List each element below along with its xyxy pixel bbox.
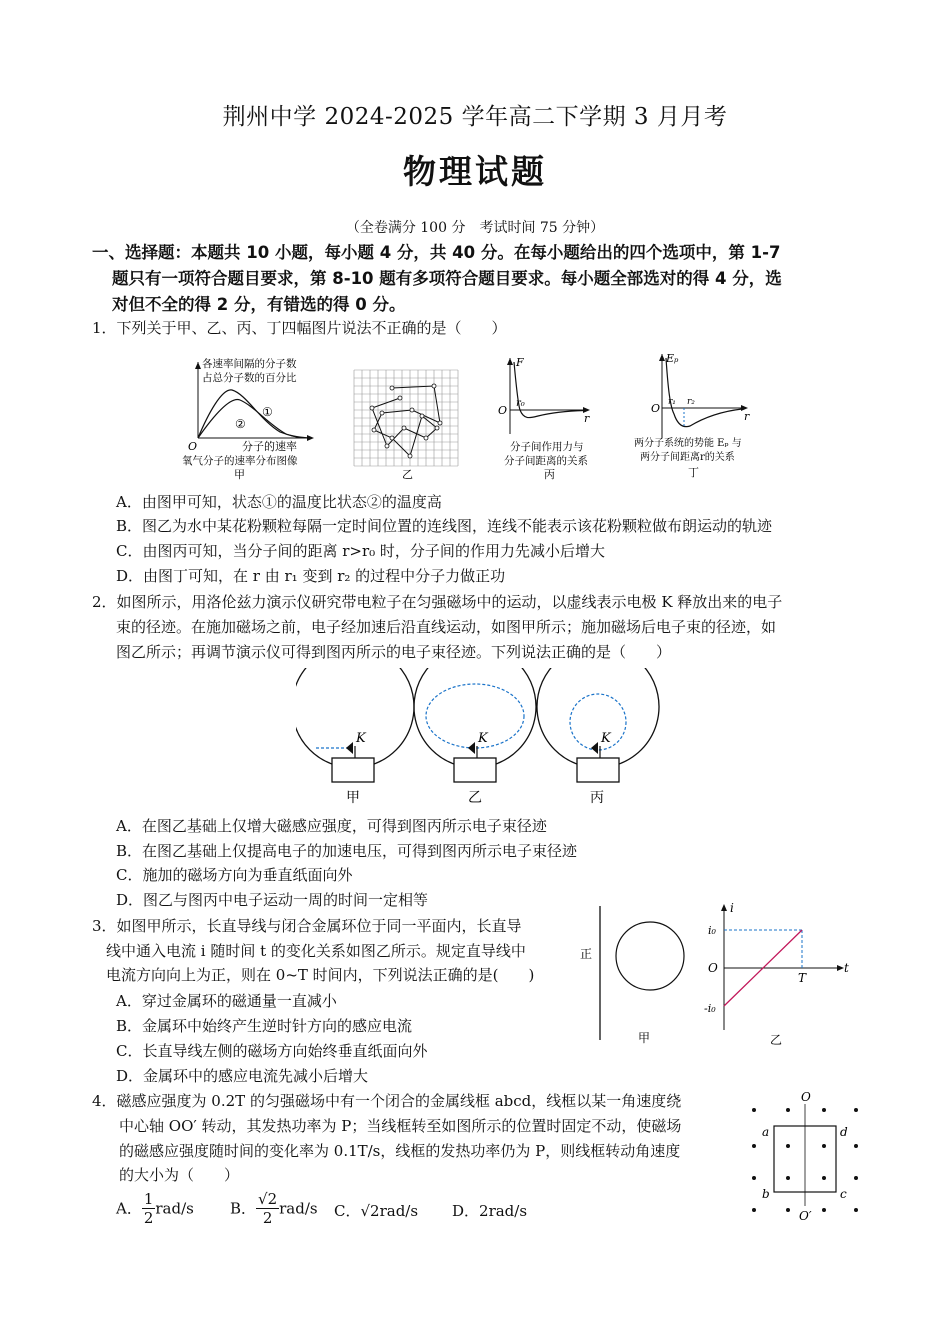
jia-caption: 氧气分子的速率分布图像: [182, 455, 298, 467]
q4-line-1: 4．磁感应强度为 0.2T 的匀强磁场中有一个闭合的金属线框 abcd，线框以某一角速度绕: [92, 1092, 682, 1110]
q3-zheng-label: 正: [580, 947, 593, 961]
ding-origin: O: [651, 402, 661, 415]
q1-option-a: A．由图甲可知，状态①的温度比状态②的温度高: [116, 493, 442, 511]
q3-ring: [616, 922, 684, 990]
q3-yi-name: 乙: [770, 1033, 783, 1047]
q2-k-bing: K: [601, 731, 611, 746]
q3-t-arrow: [837, 965, 844, 971]
q2-name-yi: 乙: [468, 790, 482, 806]
q2-figure-jia: [296, 668, 414, 806]
q2-figure: [296, 668, 666, 808]
bing-name: 丙: [544, 468, 555, 480]
q1-option-c: C．由图丙可知，当分子间的距离 r>r₀ 时，分子间的作用力先减小后增大: [116, 542, 605, 560]
q2-option-a: A．在图乙基础上仅增大磁感应强度，可得到图丙所示电子束径迹: [116, 817, 547, 835]
bing-y-arrow: [507, 358, 513, 365]
q3-i-arrow: [721, 904, 727, 911]
jia-label-2: ②: [235, 417, 246, 431]
q4-option-c: C．√2rad/s: [334, 1202, 419, 1220]
q1-figure-jia: [180, 354, 320, 480]
bing-origin: O: [498, 404, 508, 417]
q3-line-1: 3．如图甲所示，长直导线与闭合金属环位于同一平面内，长直导: [92, 917, 522, 935]
q4-line-3: 的磁感应强度随时间的变化率为 0.1T/s，线框的发热功率仍为 P，则线框转动角速度: [119, 1142, 681, 1160]
q2-option-b: B．在图乙基础上仅提高电子的加速电压，可得到图丙所示电子束径迹: [116, 842, 578, 860]
jia-label-1: ①: [262, 405, 273, 419]
q1-figure-yi: [352, 368, 462, 480]
q3-figure-jia: [578, 900, 688, 1052]
q2-k-jia: K: [356, 731, 366, 746]
bing-f-label: F: [516, 356, 524, 369]
q2-option-c: C．施加的磁场方向为垂直纸面向外: [116, 866, 353, 884]
q4-corner-d: d: [840, 1125, 848, 1139]
ding-ep-label: Eₚ: [666, 352, 679, 365]
q3-figure-yi: [700, 900, 860, 1052]
q1-option-b: B．图乙为水中某花粉颗粒每隔一定时间位置的连线图，连线不能表示该花粉颗粒做布朗运动的轨迹: [116, 517, 773, 535]
ding-name: 丁: [688, 466, 699, 479]
q4-o-bottom: O′: [799, 1209, 812, 1223]
bing-caption-2: 分子间距离的关系: [504, 455, 588, 467]
exam-meta: （全卷满分 100 分 考试时间 75 分钟）: [345, 220, 605, 236]
q4-b-den: 2: [262, 1209, 273, 1227]
ding-caption-1: 两分子系统的势能 Eₚ 与: [634, 438, 742, 449]
q4-corner-b: b: [762, 1187, 770, 1201]
q2-k-yi: K: [478, 731, 488, 746]
yi-name: 乙: [402, 468, 413, 480]
bing-r0: r₀: [516, 398, 525, 409]
q2-name-bing: 丙: [590, 790, 604, 806]
q4-a-num: 1: [143, 1190, 154, 1208]
q4-option-d: D．2rad/s: [452, 1202, 528, 1220]
q4-corner-c: c: [840, 1187, 847, 1201]
q1-figure-ding: [632, 348, 762, 480]
yi-path: [372, 386, 440, 456]
section-line-3: 对但不全的得 2 分，有错选的得 0 分。: [112, 295, 406, 314]
q3-option-d: D．金属环中的感应电流先减小后增大: [116, 1067, 369, 1085]
q3-line-3: 电流方向向上为正，则在 0~T 时间内，下列说法正确的是( ): [106, 966, 535, 984]
bing-r: r: [584, 412, 590, 425]
q4-line-2: 中心轴 OO′ 转动，其发热功率为 P；当线框转至如图所示的位置时固定不动，使磁场: [119, 1117, 682, 1135]
q2-name-jia: 甲: [346, 790, 360, 806]
ding-r: r: [744, 410, 750, 423]
q3-line-2: 线中通入电流 i 随时间 t 的变化关系如图乙所示。规定直导线中: [106, 942, 526, 960]
ding-r1: r₁: [668, 397, 676, 407]
yi-points: [370, 384, 442, 458]
q4-option-a: A． $\frac{1}{2}$ rad/s: [116, 1190, 194, 1227]
q4-option-b: B． $\frac{√2}{2}$ rad/s: [230, 1190, 318, 1227]
section-line-1: 一、选择题：本题共 10 小题，每小题 4 分，共 40 分。在每小题给出的四个选项中，第 1-7: [92, 243, 781, 262]
q2-figure-yi: [414, 668, 536, 806]
q1-figure-bing: [494, 354, 604, 480]
q3-t-label: t: [844, 961, 849, 975]
subject-title: 物理试题: [403, 152, 547, 191]
q2-line-2: 束的径迹。在施加磁场之前，电子经加速后沿直线运动，如图甲所示；施加磁场后电子束的径迹，如: [116, 618, 777, 636]
q2-line-1: 2．如图所示，用洛伦兹力演示仪研究带电粒子在匀强磁场中的运动，以虚线表示电极 K 释放出来的电子: [92, 593, 783, 611]
exam-title: 荆州中学 2024-2025 学年高二下学期 3 月月考: [222, 104, 728, 130]
section-heading: [92, 240, 872, 318]
q2-option-d: D．图乙与图丙中电子运动一周的时间一定相等: [116, 891, 429, 909]
jia-ylabel-1: 各速率间隔的分子数: [202, 358, 297, 370]
q3-neg-i0-label: -i₀: [704, 1002, 716, 1015]
jia-curve-1: [198, 390, 308, 438]
q3-option-c: C．长直导线左侧的磁场方向始终垂直纸面向外: [116, 1042, 428, 1060]
q3-option-a: A．穿过金属环的磁通量一直减小: [116, 992, 337, 1010]
jia-ylabel-2: 占总分子数的百分比: [202, 372, 297, 384]
q4-figure: [744, 1088, 870, 1224]
q3-origin: O: [708, 961, 718, 975]
ding-r2: r₂: [687, 397, 695, 407]
q3-i-label: i: [730, 901, 734, 915]
q3-T-label: T: [798, 971, 807, 985]
q4-line-4: 的大小为（ ）: [119, 1166, 240, 1184]
q3-i0-label: i₀: [708, 924, 716, 937]
q4-corner-a: a: [762, 1125, 770, 1139]
ding-caption-2: 两分子间距离r的关系: [640, 452, 735, 463]
ding-curve: [666, 358, 742, 427]
ding-y-arrow: [659, 354, 665, 361]
bing-caption-1: 分子间作用力与: [510, 441, 584, 453]
q1-stem: 1．下列关于甲、乙、丙、丁四幅图片说法不正确的是（ ）: [92, 319, 507, 337]
jia-x-arrow: [307, 435, 314, 441]
q3-jia-name: 甲: [638, 1031, 651, 1045]
q2-line-3: 图乙所示；再调节演示仪可得到图丙所示的电子束径迹。下列说法正确的是（ ）: [116, 643, 672, 661]
jia-xlabel: 分子的速率: [242, 440, 297, 453]
jia-y-arrow: [195, 362, 201, 369]
q3-option-b: B．金属环中始终产生逆时针方向的感应电流: [116, 1017, 413, 1035]
q2-figure-bing: [537, 668, 659, 806]
jia-name: 甲: [234, 468, 245, 480]
q4-b-num: √2: [258, 1190, 278, 1208]
section-line-2: 题只有一项符合题目要求，第 8-10 题有多项符合题目要求。每小题全部选对的得 4 分，选: [112, 269, 782, 288]
q1-option-d: D．由图丁可知，在 r 由 r₁ 变到 r₂ 的过程中分子力做正功: [116, 567, 506, 585]
q4-a-den: 2: [143, 1209, 154, 1227]
jia-origin: O: [188, 440, 198, 453]
bing-curve: [514, 362, 584, 418]
q4-o-top: O: [801, 1090, 811, 1104]
